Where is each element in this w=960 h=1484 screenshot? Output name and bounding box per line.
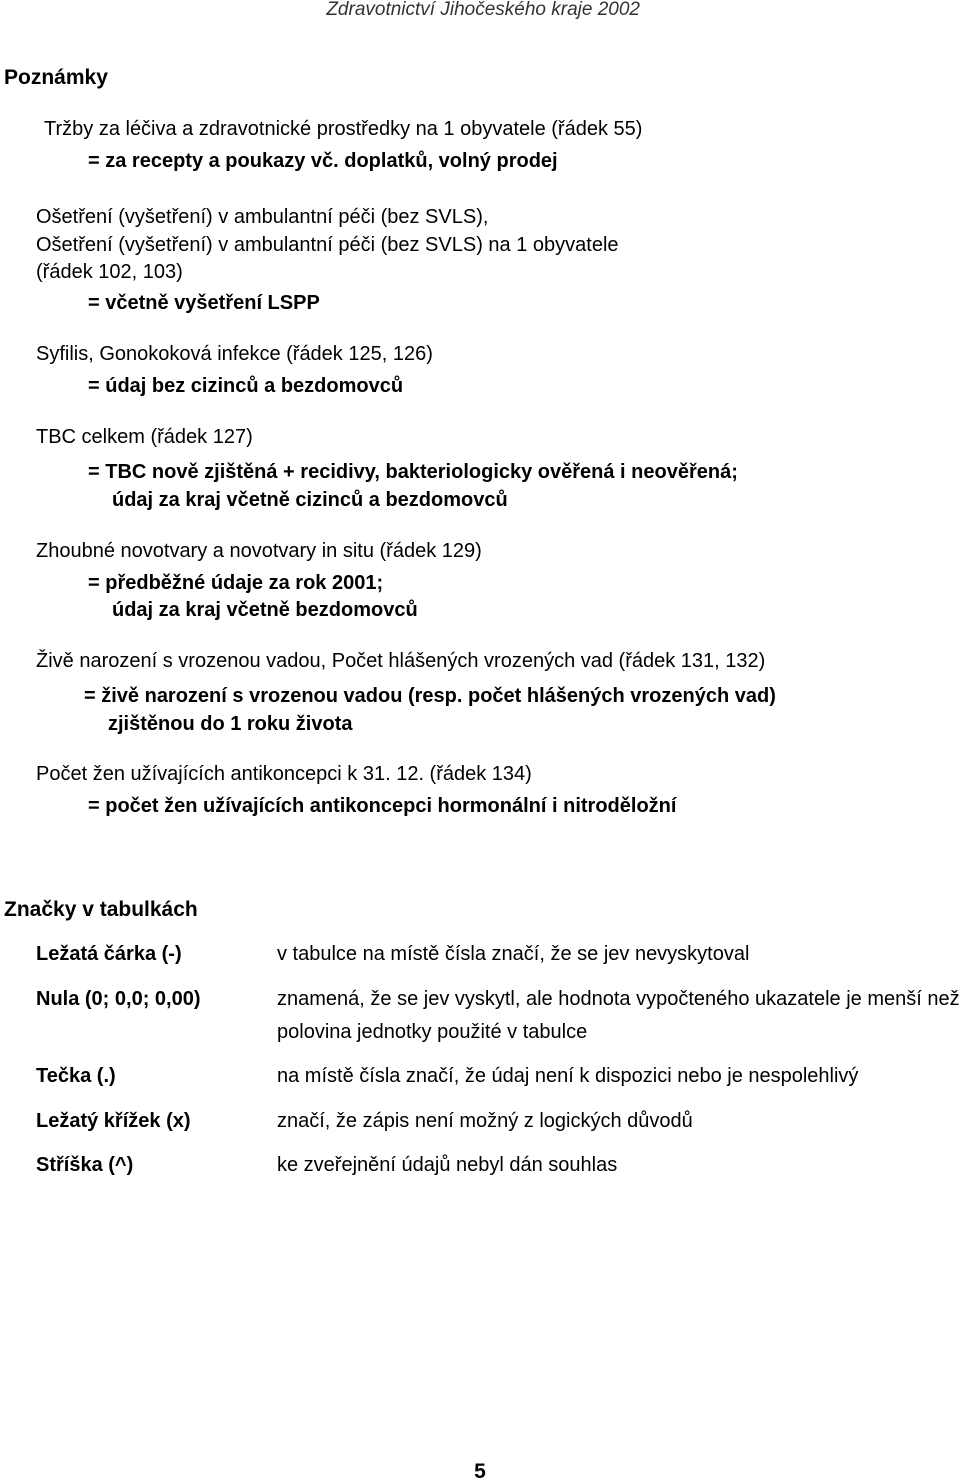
note-line: (řádek 102, 103) (36, 261, 183, 283)
note-line: Syfilis, Gonokoková infekce (řádek 125, 126) (36, 343, 433, 365)
running-header-title: Zdravotnictví Jihočeského kraje 2002 (326, 0, 640, 20)
note-line: Počet žen užívajících antikoncepci k 31. 12. (řádek 134) (36, 763, 532, 785)
note-line: Zhoubné novotvary a novotvary in situ (řádek 129) (36, 540, 482, 562)
note-explanation: = počet žen užívajících antikoncepci hormonální i nitroděložní (88, 795, 677, 817)
note-line: Tržby za léčiva a zdravotnické prostředky na 1 obyvatele (řádek 55) (44, 118, 643, 140)
note-explanation: zjištěnou do 1 roku života (108, 713, 353, 735)
mark-label: Ležatá čárka (-) (36, 943, 182, 965)
note-explanation: = živě narození s vrozenou vadou (resp. počet hlášených vrozených vad) (84, 685, 776, 707)
note-explanation: údaj za kraj včetně cizinců a bezdomovců (112, 489, 508, 511)
mark-label: Stříška (^) (36, 1154, 134, 1176)
page-number: 5 (474, 1460, 486, 1483)
note-explanation: = TBC nově zjištěná + recidivy, bakteriologicky ověřená i neověřená; (88, 461, 738, 483)
notes-title: Poznámky (4, 66, 108, 89)
marks-title: Značky v tabulkách (4, 898, 198, 921)
note-explanation: údaj za kraj včetně bezdomovců (112, 599, 418, 621)
note-explanation: = předběžné údaje za rok 2001; (88, 572, 384, 594)
running-header (0, 0, 960, 19)
note-explanation: = údaj bez cizinců a bezdomovců (88, 375, 404, 397)
note-line: Živě narození s vrozenou vadou, Počet hlášených vrozených vad (řádek 131, 132) (36, 650, 766, 672)
note-line: Ošetření (vyšetření) v ambulantní péči (bez SVLS), (36, 206, 489, 228)
note-line: Ošetření (vyšetření) v ambulantní péči (bez SVLS) na 1 obyvatele (36, 234, 619, 256)
mark-description: na místě čísla značí, že údaj není k dispozici nebo je nespolehlivý (277, 1065, 859, 1087)
note-explanation: = včetně vyšetření LSPP (88, 292, 320, 314)
mark-description: v tabulce na místě čísla značí, že se jev nevyskytoval (277, 943, 750, 965)
mark-description: znamená, že se jev vyskytl, ale hodnota vypočteného ukazatele je menší než polovina jednotky použité v tabulce (277, 988, 960, 1043)
note-explanation: = za recepty a poukazy vč. doplatků, volný prodej (88, 150, 558, 172)
mark-description: ke zveřejnění údajů nebyl dán souhlas (277, 1154, 618, 1176)
mark-label: Nula (0; 0,0; 0,00) (36, 988, 201, 1010)
mark-description: značí, že zápis není možný z logických důvodů (277, 1110, 693, 1132)
mark-label: Ležatý křížek (x) (36, 1110, 191, 1132)
mark-label: Tečka (.) (36, 1065, 116, 1087)
note-line: TBC celkem (řádek 127) (36, 426, 253, 448)
